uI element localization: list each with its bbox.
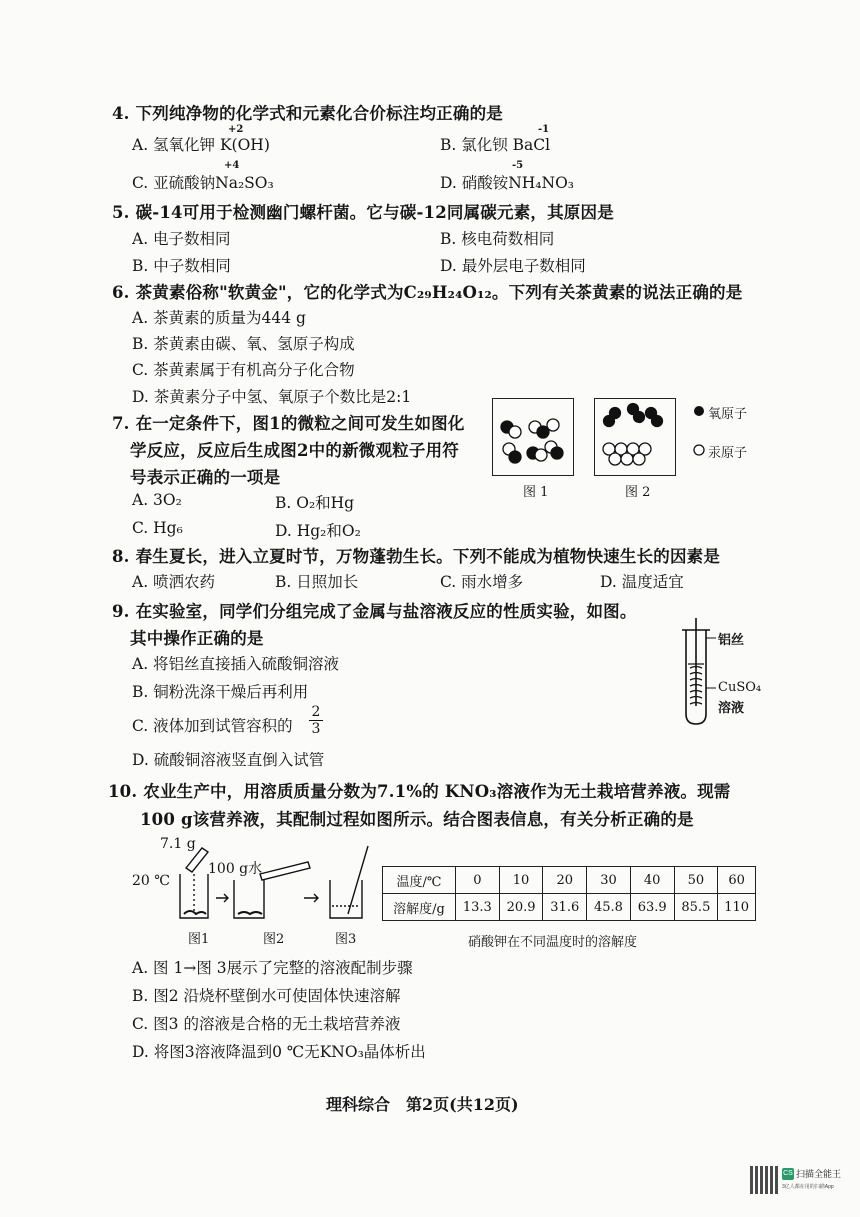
temperature-row [383, 867, 756, 894]
q4-valence-b: -1 [538, 124, 550, 135]
scanner-title: 扫描全能王 [796, 1169, 842, 1179]
page-footer: 理科综合 第2页(共12页) [326, 1095, 519, 1114]
q4-valence-c: +4 [224, 160, 240, 171]
q10-figure1-caption: 图1 [188, 932, 210, 947]
q4-valence-a: +2 [228, 124, 244, 135]
q7-option-b: B. O₂和Hg [275, 494, 355, 512]
aluminum-wire-label: 铝丝 [718, 633, 745, 648]
q10-option-c: C. 图3 的溶液是合格的无土栽培营养液 [132, 1015, 401, 1033]
temperature-cell: 10 [499, 867, 543, 894]
solution-preparation-figure [172, 844, 382, 926]
q10-figure2-caption: 图2 [263, 932, 285, 947]
q5-option-c: B. 中子数相同 [132, 257, 231, 275]
q4-option-a: A. 氢氧化钾 K(OH) [132, 136, 270, 154]
q10-stem-line1: 10. 农业生产中，用溶质质量分数为7.1%的 KNO₃溶液作为无土栽培营养液。现需 [108, 782, 731, 801]
q7-figure1-particles [493, 399, 573, 475]
q8-option-d: D. 温度适宜 [600, 573, 684, 591]
q7-stem-line3: 号表示正确的一项是 [130, 468, 281, 487]
q8-stem: 8. 春生夏长，进入立夏时节，万物蓬勃生长。下列不能成为植物快速生长的因素是 [112, 547, 721, 566]
q10-figure3-caption: 图3 [335, 932, 357, 947]
q6-option-a: A. 茶黄素的质量为444 g [132, 309, 306, 327]
q7-option-a: A. 3O₂ [132, 491, 182, 509]
temperature-cell: 60 [718, 867, 756, 894]
temperature-cell: 30 [587, 867, 631, 894]
temperature-cell: 20 [543, 867, 587, 894]
q5-stem: 5. 碳-14可用于检测幽门螺杆菌。它与碳-12同属碳元素，其原因是 [112, 203, 614, 222]
q7-legend-mercury: 汞原子 [708, 446, 748, 461]
q4-option-d: D. 硝酸铵NH₄NO₃ [440, 174, 575, 192]
q9-stem-line2: 其中操作正确的是 [130, 629, 264, 648]
temperature-cell: 40 [630, 867, 674, 894]
q9-option-b: B. 铜粉洗涤干燥后再利用 [132, 683, 309, 701]
q7-legend-oxygen: 氧原子 [708, 407, 748, 422]
solubility-cell: 45.8 [587, 894, 631, 921]
q9-fraction [309, 704, 323, 737]
q7-figure1-caption: 图 1 [523, 485, 549, 500]
q9-option-a: A. 将铝丝直接插入硫酸铜溶液 [132, 655, 340, 673]
q9-stem-line1: 9. 在实验室，同学们分组完成了金属与盐溶液反应的性质实验，如图。 [112, 602, 637, 621]
q9-option-c: C. 液体加到试管容积的 [132, 717, 293, 735]
q5-option-a: A. 电子数相同 [132, 230, 231, 248]
q4-option-b: B. 氯化钡 BaCl [440, 136, 551, 154]
q6-option-c: C. 茶黄素属于有机高分子化合物 [132, 361, 355, 379]
q4-stem: 4. 下列纯净物的化学式和元素化合价标注均正确的是 [112, 104, 503, 123]
q7-option-d: D. Hg₂和O₂ [275, 522, 361, 540]
scanner-badge: CS [782, 1168, 794, 1180]
table-caption: 硝酸钾在不同温度时的溶解度 [468, 935, 638, 950]
mercury-atom-icon [692, 443, 706, 457]
temperature-label: 20 ℃ [132, 873, 170, 889]
q8-option-b: B. 日照加长 [275, 573, 359, 591]
q7-stem-line2: 学反应，反应后生成图2中的新微观粒子用符 [130, 441, 459, 460]
q4-valence-d: -5 [512, 160, 524, 171]
q7-option-c: C. Hg₆ [132, 519, 183, 537]
temperature-cell: 50 [674, 867, 718, 894]
solution-label: 溶液 [718, 701, 745, 716]
test-tube-figure [676, 616, 724, 728]
q8-option-a: A. 喷洒农药 [132, 573, 216, 591]
q5-option-d: D. 最外层电子数相同 [440, 257, 586, 275]
q7-figure2-particles [595, 399, 675, 475]
q7-stem-line1: 7. 在一定条件下，图1的微粒之间可发生如图化 [112, 414, 465, 433]
q10-option-d: D. 将图3溶液降温到0 ℃无KNO₃晶体析出 [132, 1043, 426, 1061]
q7-figure1-box [492, 398, 574, 476]
q5-option-b: B. 核电荷数相同 [440, 230, 555, 248]
solubility-row [383, 894, 756, 921]
q7-figure2-box [594, 398, 676, 476]
q9-fraction-numerator: 2 [311, 704, 321, 720]
q6-stem: 6. 茶黄素俗称"软黄金"，它的化学式为C₂₉H₂₄O₁₂。下列有关茶黄素的说法正确的是 [112, 283, 743, 302]
temperature-cell: 0 [456, 867, 500, 894]
q6-option-d: D. 茶黄素分子中氢、氧原子个数比是2:1 [132, 388, 412, 406]
q4-option-c: C. 亚硫酸钠Na₂SO₃ [132, 174, 274, 192]
q9-option-d: D. 硫酸铜溶液竖直倒入试管 [132, 751, 325, 769]
solubility-cell: 63.9 [630, 894, 674, 921]
q10-option-b: B. 图2 沿烧杯壁倒水可使固体快速溶解 [132, 987, 401, 1005]
water-label: 100 g水 [208, 861, 263, 877]
solubility-table [382, 866, 756, 921]
solubility-header: 溶解度/g [383, 894, 456, 921]
temperature-header: 温度/℃ [383, 867, 456, 894]
q8-option-c: C. 雨水增多 [440, 573, 524, 591]
solubility-cell: 31.6 [543, 894, 587, 921]
solubility-cell: 85.5 [674, 894, 718, 921]
q10-stem-line2: 100 g该营养液，其配制过程如图所示。结合图表信息，有关分析正确的是 [140, 810, 694, 829]
q7-figure2-caption: 图 2 [625, 485, 651, 500]
cuso4-label: CuSO₄ [718, 680, 762, 695]
q10-option-a: A. 图 1→图 3展示了完整的溶液配制步骤 [132, 959, 413, 977]
q6-option-b: B. 茶黄素由碳、氧、氢原子构成 [132, 335, 355, 353]
scanner-subtitle: 3亿人都在用的扫描App [782, 1184, 834, 1190]
qr-code-icon [750, 1166, 778, 1194]
solubility-cell: 20.9 [499, 894, 543, 921]
q9-fraction-denominator: 3 [309, 720, 323, 737]
oxygen-atom-icon [692, 404, 706, 418]
mass-label: 7.1 g [160, 836, 196, 852]
solubility-cell: 13.3 [456, 894, 500, 921]
solubility-cell: 110 [718, 894, 756, 921]
